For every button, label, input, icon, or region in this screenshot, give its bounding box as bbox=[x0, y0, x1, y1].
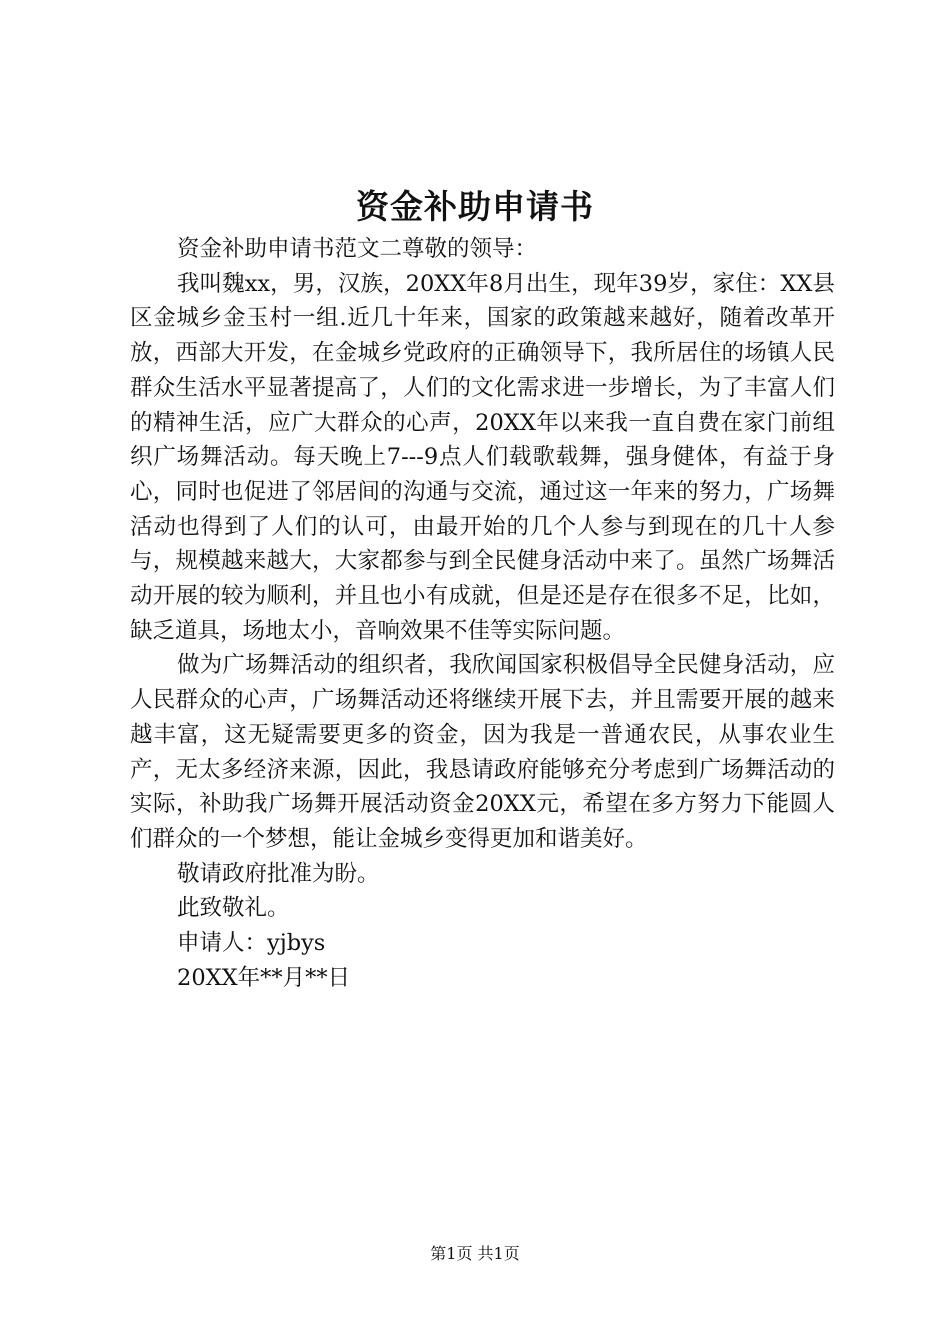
date-line: 20XX年**月**日 bbox=[177, 964, 351, 991]
document-body bbox=[130, 232, 835, 995]
applicant-line: 申请人：yjbys bbox=[177, 930, 326, 957]
regards-line: 此致敬礼。 bbox=[177, 895, 290, 922]
closing-request: 敬请政府批准为盼。 bbox=[177, 860, 380, 887]
body-paragraph-1: 我叫魏xx，男，汉族，20XX年8月出生，现年39岁，家住：XX县区金城乡金玉村一组.近几十年来，国家的政策越来越好，随着改革开放，西部大开发，在金城乡党政府的正确领导下，我所居住的场镇人民群众生活水平显著提高了，人们的文化需求进一步增长，为了丰富人们的精神生活，应广大群众的心声，20XX年以来我一直自费在家门前组织广场舞活动。每天晚上7---9点人们载歌载舞，强身健体，有益于身心，同时也促进了邻居间的沟通与交流，通过这一年来的努力，广场舞活动也得到了人们的认可，由最开始的几个人参与到现在的几十人参与，规模越来越大，大家都参与到全民健身活动中来了。虽然广场舞活动开展的较为顺利，并且也小有成就，但是还是存在很多不足，比如，缺乏道具，场地太小，音响效果不佳等实际问题。 bbox=[130, 270, 835, 644]
salutation-line: 资金补助申请书范文二尊敬的领导： bbox=[177, 236, 538, 262]
body-paragraph-2: 做为广场舞活动的组织者，我欣闻国家积极倡导全民健身活动，应人民群众的心声，广场舞活动还将继续开展下去，并且需要开展的越来越丰富，这无疑需要更多的资金，因为我是一普通农民，从事农业生产，无太多经济来源，因此，我恳请政府能够充分考虑到广场舞活动的实际，补助我广场舞开展活动资金20XX元，希望在多方努力下能圆人们群众的一个梦想，能让金城乡变得更加和谐美好。 bbox=[130, 652, 835, 852]
page-footer: 第1页 共1页 bbox=[430, 1244, 520, 1263]
document-title: 资金补助申请书 bbox=[356, 187, 594, 226]
